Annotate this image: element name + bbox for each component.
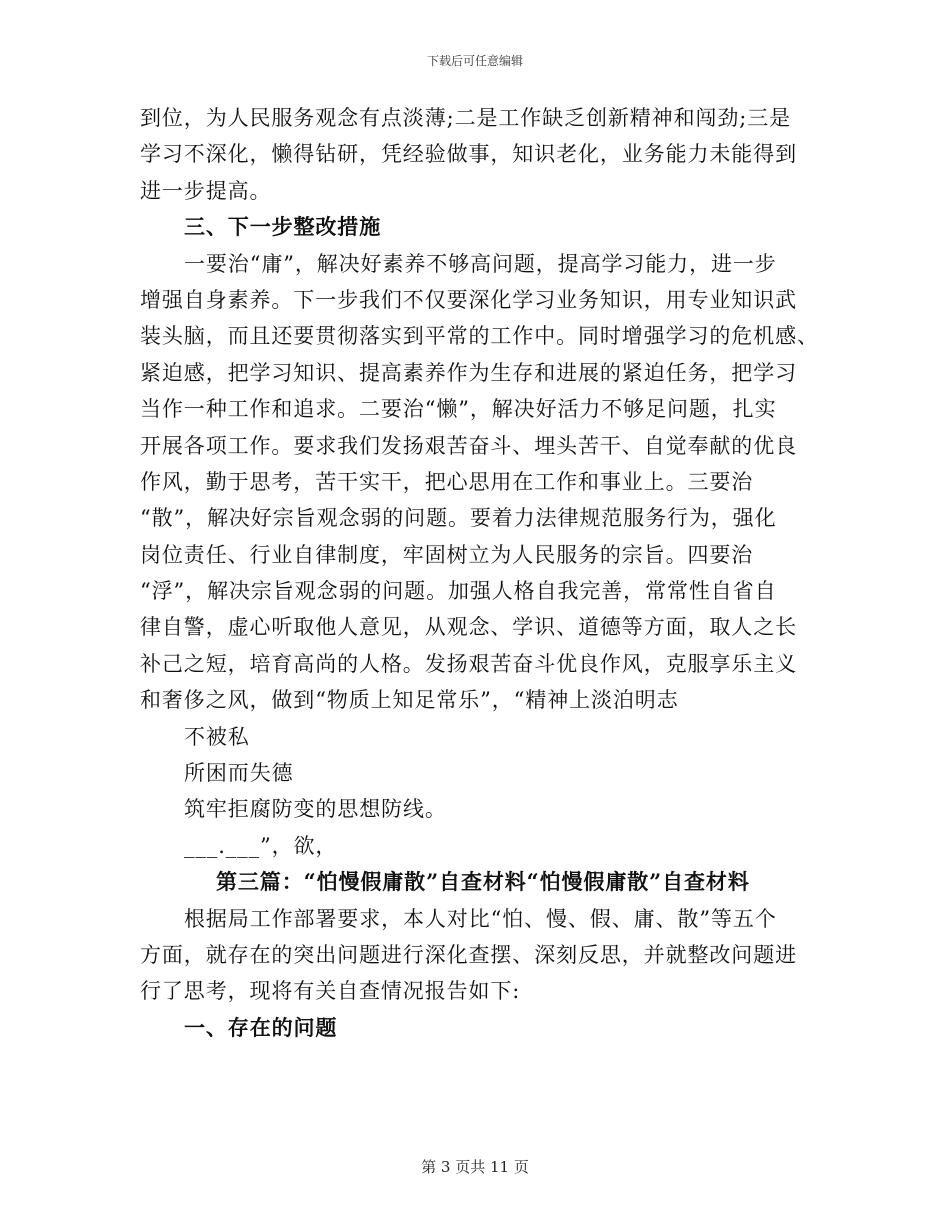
body-line: 行了思考，现将有关自查情况报告如下: [140,979,521,1004]
body-line: 到位，为人民服务观念有点淡薄;二是工作缺乏创新精神和闯劲;三是 [140,106,792,130]
page-footer: 第 3 页共 11 页 [421,1158,529,1176]
body-line: 紧迫感，把学习知识、提高素养作为生存和进展的紧迫任务，把学习 [140,360,797,385]
body-line: 所困而失德 [184,761,294,786]
body-line: 不被私 [184,724,250,749]
body-line: 筑牢拒腐防变的思想防线。 [184,797,447,822]
body-line: 根据局工作部署要求，本人对比“怕、慢、假、庸、散”等五个 [184,906,777,931]
page-header: 下载后可任意编辑 [426,54,523,68]
body-line: 开展各项工作。要求我们发扬艰苦奋斗、埋头苦干、自觉奉献的优良 [140,433,797,458]
body-line: 进一步提高。 [140,178,272,203]
section-heading: 一、存在的问题 [184,1014,338,1040]
body-line: 增强自身素养。下一步我们不仅要深化学习业务知识，用专业知识武 [140,287,797,312]
document-body [140,100,819,1046]
body-line: ___.___”，欲， [184,833,338,858]
body-line: 学习不深化，懒得钻研，凭经验做事，知识老化，业务能力未能得到 [140,142,797,167]
body-line: 补己之短，培育高尚的人格。发扬艰苦奋斗优良作风，克服享乐主义 [140,651,797,676]
body-line: 作风，勤于思考，苦干实干，把心思用在工作和事业上。三要治 [140,469,754,494]
body-line: 方面，就存在的突出问题进行深化查摆、深刻反思，并就整改问题进 [140,942,797,967]
body-line: 装头脑，而且还要贯彻落实到平常的工作中。同时增强学习的危机感、 [140,324,819,349]
chapter-title: 第三篇：“怕慢假庸散”自查材料“怕慢假庸散”自查材料 [216,869,750,895]
body-line: 岗位责任、行业自律制度，牢固树立为人民服务的宗旨。四要治 [140,542,754,567]
body-line: 和奢侈之风，做到“物质上知足常乐”，“精神上淡泊明志 [140,688,679,713]
section-heading: 三、下一步整改措施 [184,214,382,240]
body-line: 当作一种工作和追求。二要治“懒”，解决好活力不够足问题，扎实 [140,397,777,422]
body-line: 一要治“庸”，解决好素养不够高问题，提高学习能力，进一步 [184,251,777,276]
body-line: 律自警，虚心听取他人意见，从观念、学识、道德等方面，取人之长 [140,615,797,640]
body-line: “散”，解决好宗旨观念弱的问题。要着力法律规范服务行为，强化 [140,506,777,531]
body-line: “浮”，解决宗旨观念弱的问题。加强人格自我完善，常常性自省自 [140,579,777,604]
